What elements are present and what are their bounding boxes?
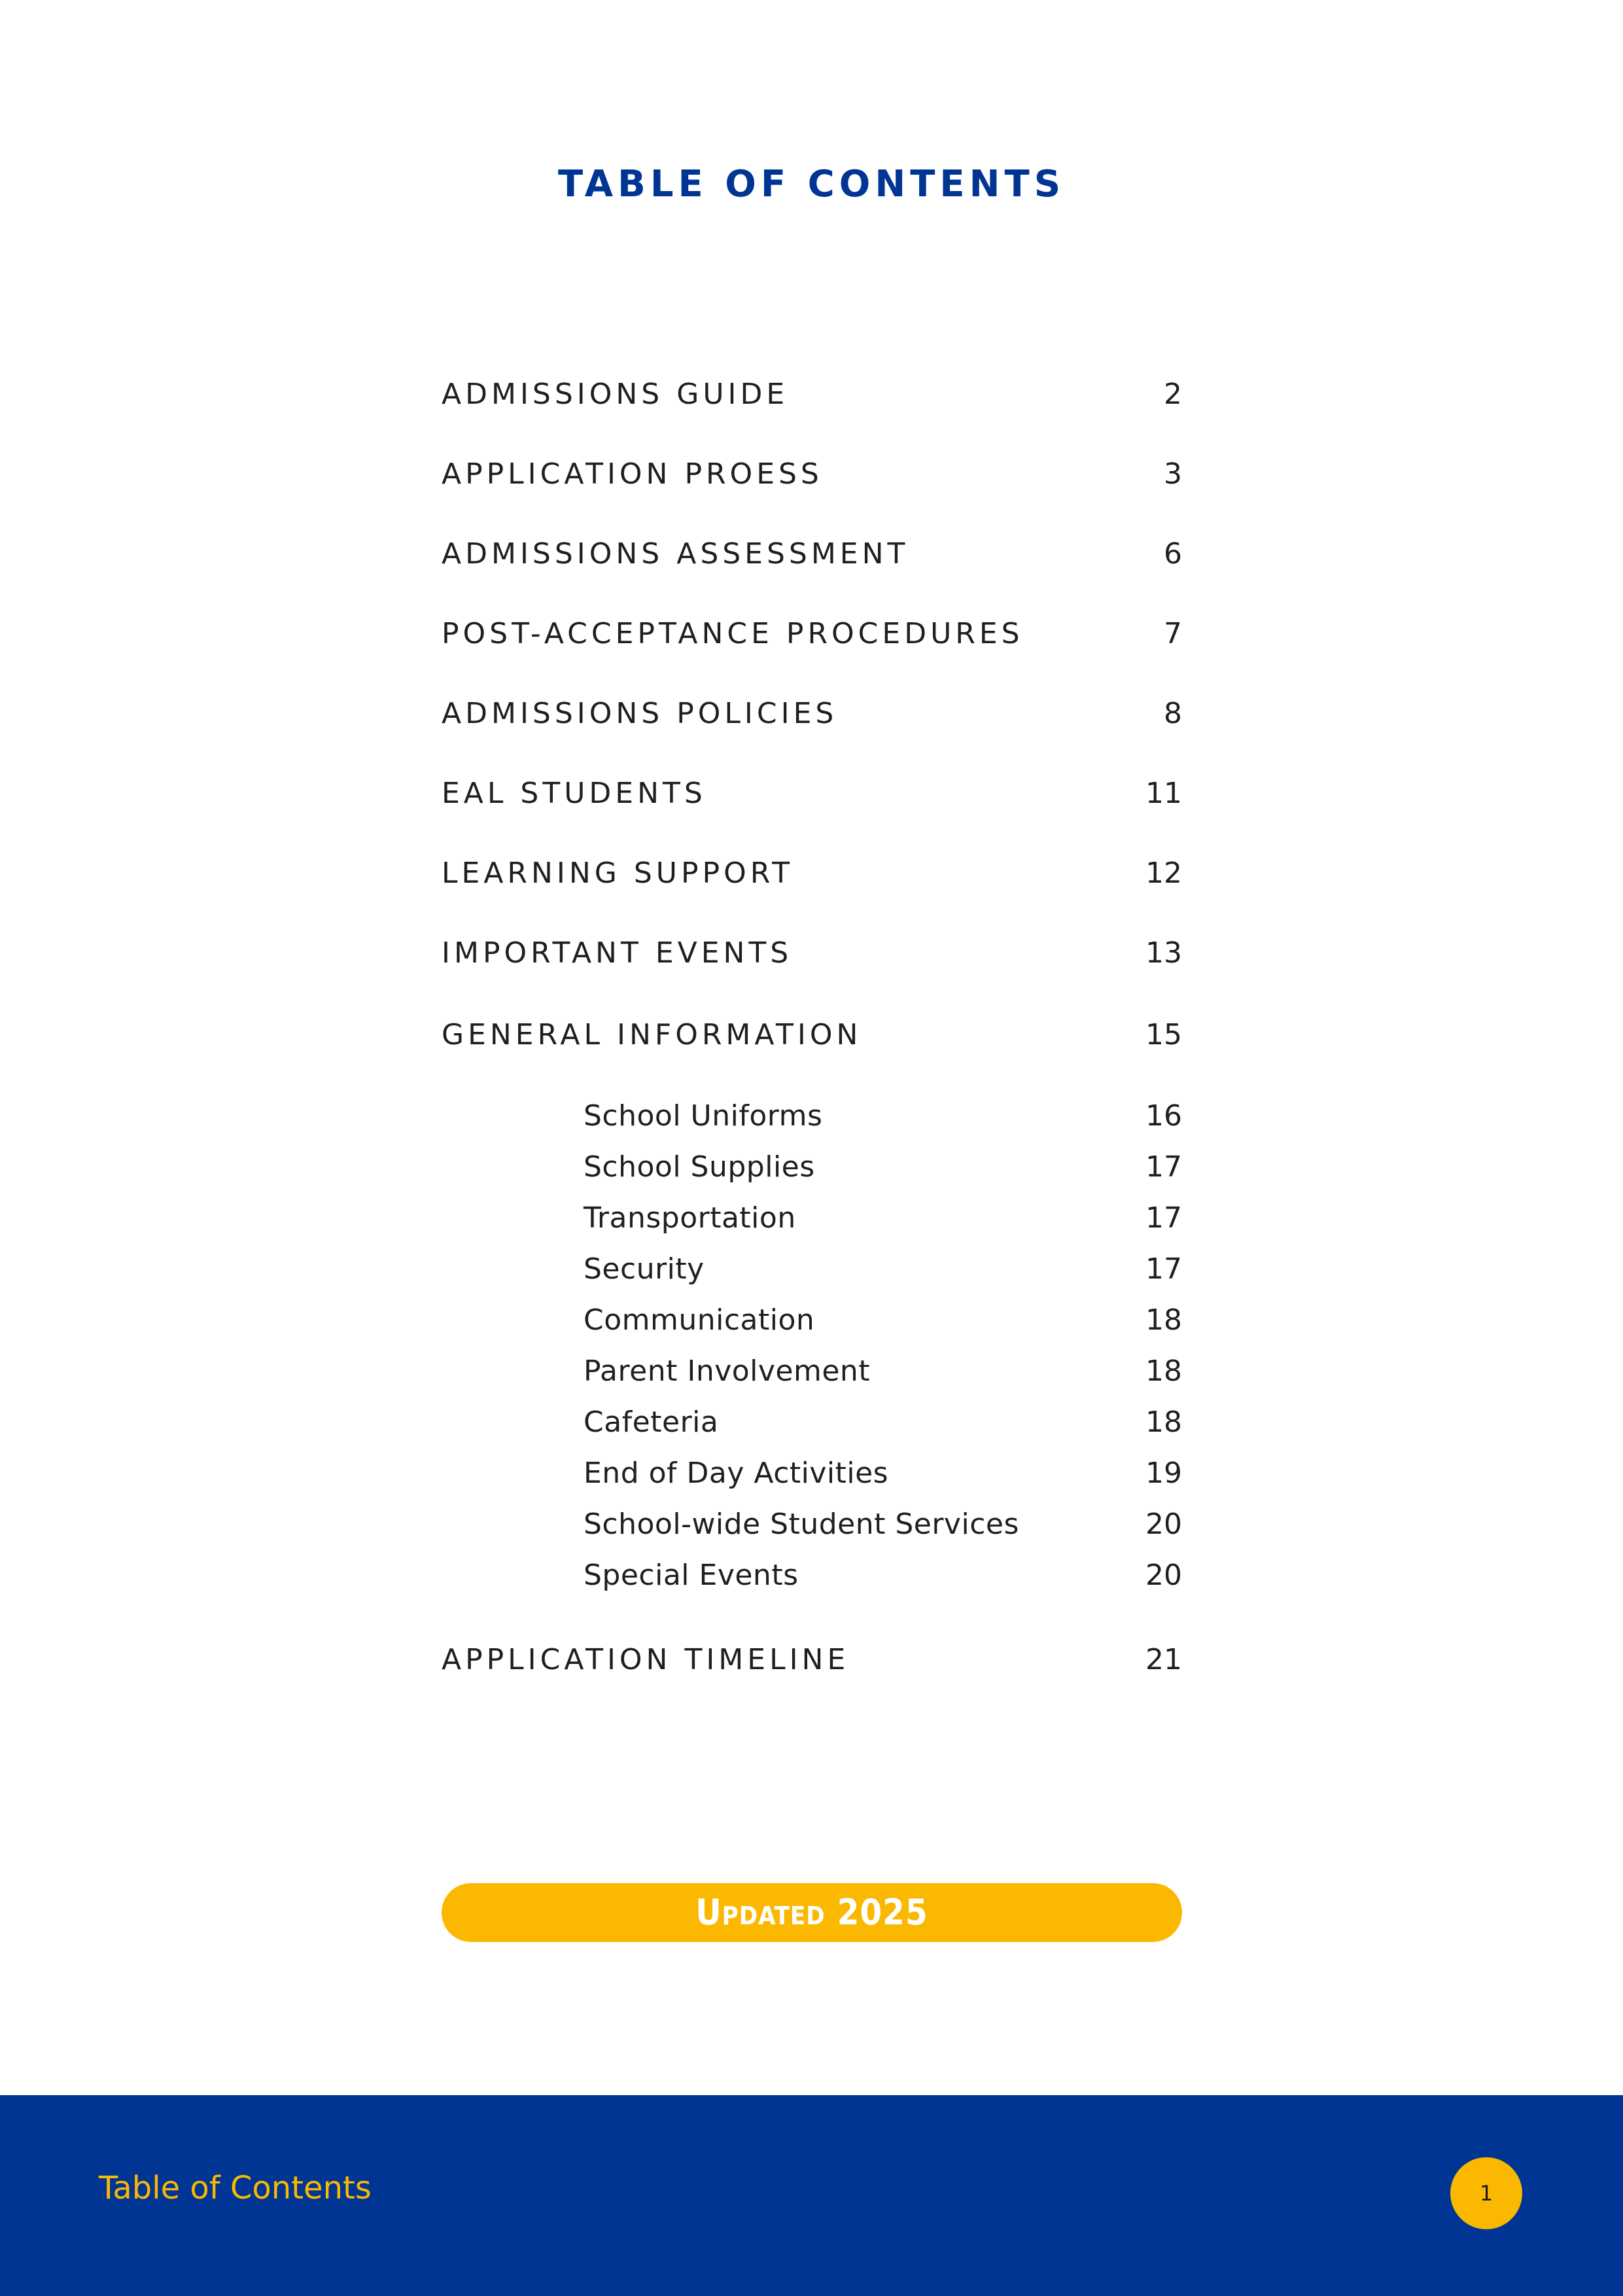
toc-subentry-page: 19	[1145, 1457, 1182, 1490]
toc-subentry-special-events[interactable]	[442, 1555, 1182, 1597]
toc-subentry-page: 20	[1145, 1508, 1182, 1541]
toc-entry-label: APPLICATION TIMELINE	[442, 1643, 850, 1676]
toc-subentry-label: School-wide Student Services	[584, 1508, 1019, 1541]
toc-entry-page: 3	[1164, 457, 1182, 491]
toc-subentry-page: 20	[1145, 1559, 1182, 1592]
toc-entry-label: ADMISSIONS ASSESSMENT	[442, 537, 909, 571]
updated-badge: Updated 2025	[442, 1883, 1182, 1942]
toc-entry-page: 13	[1145, 936, 1182, 970]
toc-entry-label: EAL STUDENTS	[442, 777, 707, 810]
toc-entry-learning-support[interactable]	[442, 850, 1182, 897]
toc-subentry-security[interactable]	[442, 1248, 1182, 1290]
toc-subentry-label: End of Day Activities	[584, 1457, 889, 1490]
toc-entry-label: APPLICATION PROESS	[442, 457, 823, 491]
toc-subentry-transportation[interactable]	[442, 1197, 1182, 1239]
toc-subentry-page: 18	[1145, 1303, 1182, 1337]
toc-subentry-label: Transportation	[584, 1201, 796, 1235]
toc-entry-label: ADMISSIONS POLICIES	[442, 697, 838, 730]
toc-subentry-page: 18	[1145, 1405, 1182, 1439]
toc-entry-page: 12	[1145, 857, 1182, 890]
toc-entry-application-process[interactable]	[442, 451, 1182, 498]
toc-entry-page: 15	[1145, 1018, 1182, 1051]
toc-subentry-page: 18	[1145, 1354, 1182, 1388]
toc-entry-page: 11	[1145, 777, 1182, 810]
toc-subentry-label: Cafeteria	[584, 1405, 719, 1439]
footer-bar	[0, 2095, 1623, 2296]
toc-subentry-label: School Uniforms	[584, 1099, 823, 1133]
toc-subentry-parent-involvement[interactable]	[442, 1351, 1182, 1392]
toc-subentry-page: 17	[1145, 1252, 1182, 1286]
toc-subentry-school-supplies[interactable]	[442, 1146, 1182, 1188]
toc-subentry-label: Parent Involvement	[584, 1354, 871, 1388]
toc-entry-important-events[interactable]	[442, 930, 1182, 977]
toc-entry-eal-students[interactable]	[442, 770, 1182, 817]
toc-subentry-label: Special Events	[584, 1559, 799, 1592]
toc-entry-page: 6	[1164, 537, 1182, 571]
toc-subentry-school-uniforms[interactable]	[442, 1095, 1182, 1137]
toc-entry-label: GENERAL INFORMATION	[442, 1018, 862, 1051]
page-title: TABLE OF CONTENTS	[557, 163, 1066, 205]
toc-entry-label: IMPORTANT EVENTS	[442, 936, 793, 970]
toc-entry-page: 8	[1164, 697, 1182, 730]
page-number-badge: 1	[1450, 2157, 1522, 2229]
toc-entry-label: LEARNING SUPPORT	[442, 857, 794, 890]
toc-entry-admissions-guide[interactable]	[442, 371, 1182, 418]
toc-entry-admissions-assessment[interactable]	[442, 531, 1182, 578]
toc-subentry-page: 16	[1145, 1099, 1182, 1133]
toc-entry-application-timeline[interactable]	[442, 1636, 1182, 1684]
toc-subentry-page: 17	[1145, 1201, 1182, 1235]
toc-subentry-page: 17	[1145, 1150, 1182, 1184]
toc-entry-label: ADMISSIONS GUIDE	[442, 378, 789, 411]
toc-entry-general-information[interactable]	[442, 1012, 1182, 1059]
toc-entry-label: POST-ACCEPTANCE PROCEDURES	[442, 617, 1024, 650]
toc-entry-admissions-policies[interactable]	[442, 690, 1182, 737]
toc-subentry-end-of-day-activities[interactable]	[442, 1453, 1182, 1494]
toc-subentry-cafeteria[interactable]	[442, 1402, 1182, 1443]
toc-entry-page: 7	[1164, 617, 1182, 650]
toc-subentry-label: Security	[584, 1252, 705, 1286]
toc-entry-page: 21	[1145, 1643, 1182, 1676]
toc-entry-page: 2	[1164, 378, 1182, 411]
toc-subentry-label: Communication	[584, 1303, 815, 1337]
toc-subentry-label: School Supplies	[584, 1150, 815, 1184]
footer-label: Table of Contents	[99, 2170, 372, 2206]
toc-entry-post-acceptance-procedures[interactable]	[442, 610, 1182, 658]
toc-subentry-communication[interactable]	[442, 1299, 1182, 1341]
toc-subentry-school-wide-student-services[interactable]	[442, 1504, 1182, 1545]
